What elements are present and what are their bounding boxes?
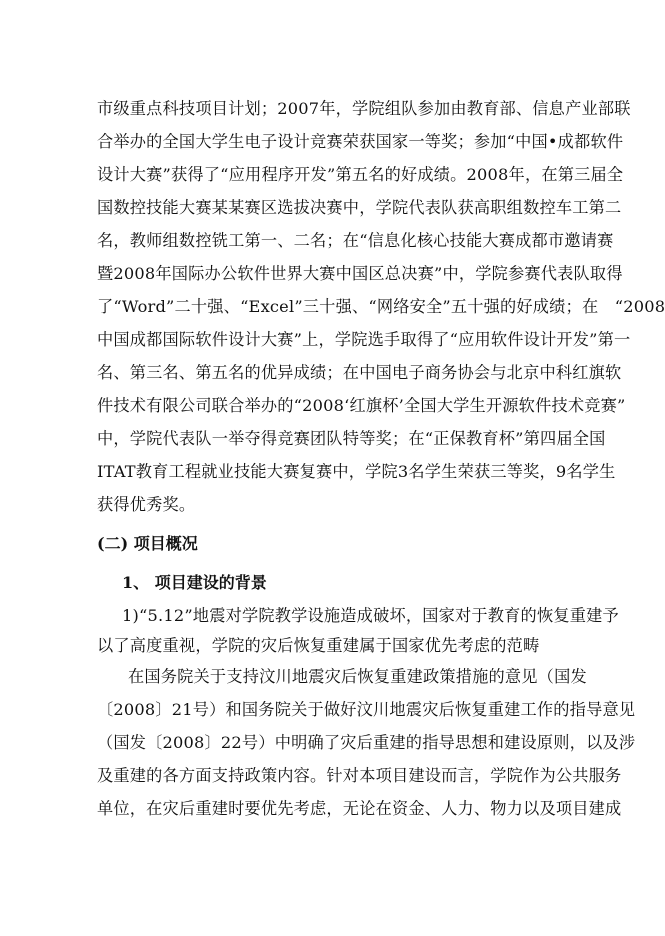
point-line: 1)“5.12”地震对学院教学设施造成破坏，国家对于教育的恢复重建予 [122,606,619,625]
paragraph-line: 及重建的各方面支持政策内容。针对本项目建设而言，学院作为公共服务 [97,766,622,785]
section-heading: (二) 项目概况 [97,534,198,553]
paragraph-line: 国数控技能大赛某某赛区选拔决赛中，学院代表队获高职组数控车工第二 [97,198,622,217]
paragraph-line: 中，学院代表队一举夺得竞赛团队特等奖；在“正保教育杯”第四届全国 [97,429,606,448]
paragraph-line: 获得优秀奖。 [97,495,196,514]
paragraph-line: 件技术有限公司联合举办的“2008‘红旗杯’全国大学生开源软件技术竞赛” [97,396,626,415]
paragraph-line: 暨2008年国际办公软件世界大赛中国区总决赛”中，学院参赛代表队取得 [97,264,623,283]
paragraph-line: 合举办的全国大学生电子设计竞赛荣获国家一等奖；参加“中国•成都软件 [97,132,624,151]
paragraph-line: 市级重点科技项目计划；2007年，学院组队参加由教育部、信息产业部联 [97,99,631,118]
paragraph-line: 中国成都国际软件设计大赛”上，学院选手取得了“应用软件设计开发”第一 [97,330,631,349]
paragraph-line: 单位，在灾后重建时要优先考虑，无论在资金、人力、物力以及项目建成 [97,799,622,818]
paragraph-line: 了“Word”二十强、“Excel”三十强、“网络安全”五十强的好成绩；在 “2008 [97,297,665,316]
paragraph-line: 设计大赛”获得了“应用程序开发”第五名的好成绩。2008年，在第三届全 [97,165,624,184]
subsection-heading: 1、 项目建设的背景 [122,573,267,592]
paragraph-line: 名，教师组数控铣工第一、二名；在“信息化核心技能大赛成都市邀请赛 [97,231,614,250]
paragraph-line: 〔2008〕21号）和国务院关于做好汶川地震灾后恢复重建工作的指导意见 [97,700,636,719]
paragraph-line: 名、第三名、第五名的优异成绩；在中国电子商务协会与北京中科红旗软 [97,363,622,382]
paragraph-line: ITAT教育工程就业技能大赛复赛中，学院3名学生荣获三等奖，9名学生 [97,462,616,481]
paragraph-line: 在国务院关于支持汶川地震灾后恢复重建政策措施的意见（国发 [128,667,587,686]
paragraph-line: （国发〔2008〕22号）中明确了灾后重建的指导思想和建设原则，以及涉 [97,733,636,752]
point-line: 以了高度重视，学院的灾后恢复重建属于国家优先考虑的范畴 [97,636,540,655]
